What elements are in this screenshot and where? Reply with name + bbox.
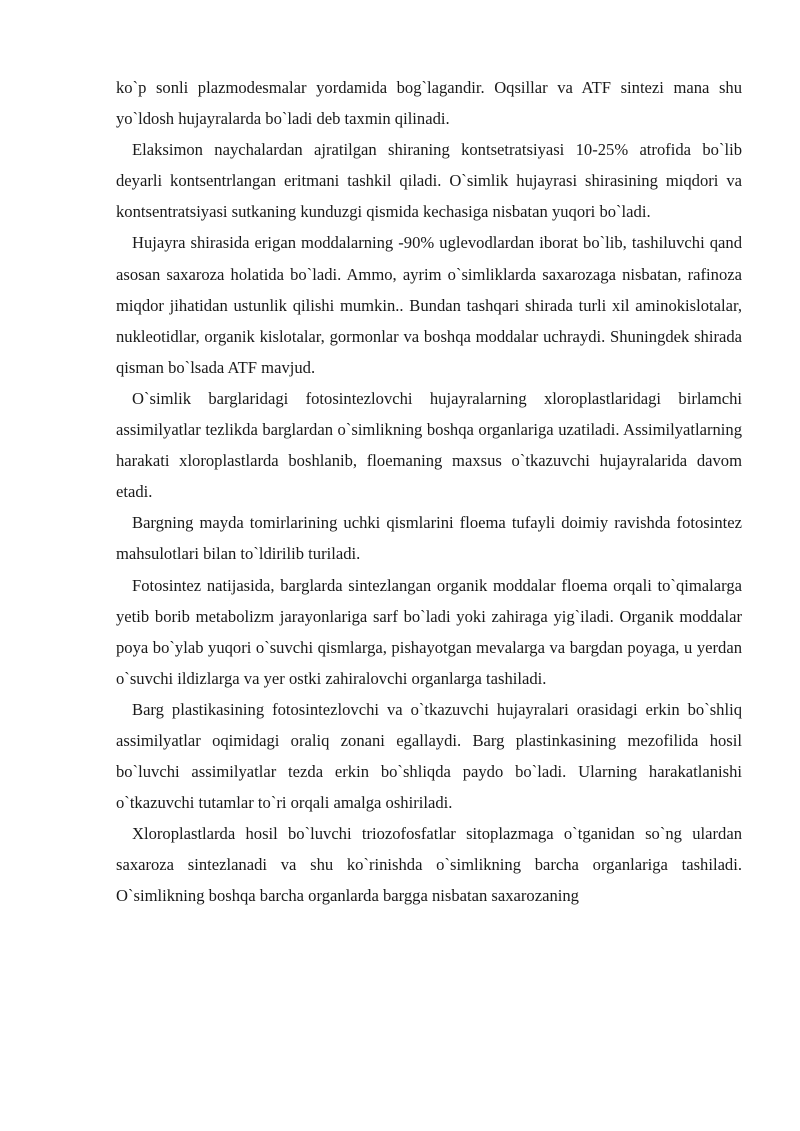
paragraph-leaf-free-space: Barg plastikasining fotosintezlovchi va o`tkazuvchi hujayralari orasidagi erkin bo`shliq assimilyatlar oqimidagi oraliq zonani egallaydi. Barg plastinkasining mezofilida hosil bo`luvchi assimilyatlar tezda erkin bo`shliqda paydo bo`ladi. Ularning harakatlanishi o`tkazuvchi tutamlar to`ri orqali amalga oshiriladi. [116, 699, 742, 813]
paragraph-triose-phosphates: Xloroplastlarda hosil bo`luvchi triozofosfatlar sitoplazmaga o`tganidan so`ng ulardan saxaroza sintezlanadi va shu ko`rinishda o`simlikning barcha organlariga tashiladi. O`simlikning boshqa barcha organlarda bargga nisbatan saxarozaning [116, 824, 742, 906]
paragraph-assimilate-transfer: O`simlik barglaridagi fotosintezlovchi hujayralarning xloroplastlaridagi birlamchi assimilyatlar tezlikda barglardan o`simlikning boshqa organlariga uzatiladi. Assimilyatlarning harakati xloroplastlarda boshlanib, floemaning maxsus o`tkazuvchi hujayralarida davom etadi. [116, 388, 742, 502]
paragraph-photosynthesis-products: Fotosintez natijasida, barglarda sintezlangan organik moddalar floema orqali to`qimalarga yetib borib metabolizm jarayonlariga sarf bo`ladi yoki zahiraga yig`iladi. Organik moddalar poya bo`ylab yuqori o`suvchi qismlarga, pishayotgan mevalarga va bargdan poyaga, u yerdan o`suvchi ildizlarga va yer ostki zahiralovchi organlarga tashiladi. [116, 575, 742, 688]
paragraph-sap-concentration: Elaksimon naychalardan ajratilgan shiraning kontsetratsiyasi 10-25% atrofida bo`lib deyarli kontsentrlangan eritmani tashkil qiladi. O`simlik hujayrasi shirasining miqdori va kontsentratsiyasi sutkaning kunduzgi qismida kechasiga nisbatan yuqori bo`ladi. [116, 140, 742, 222]
paragraph-leaf-veins: Bargning mayda tomirlarining uchki qismlarini floema tufayli doimiy ravishda fotosintez mahsulotlari bilan to`ldirilib turiladi. [116, 513, 742, 564]
paragraph-continuation: ko`p sonli plazmodesmalar yordamida bog`lagandir. Oqsillar va ATF sintezi mana shu yo`ldosh hujayralarda bo`ladi deb taxmin qilinadi. [116, 78, 742, 129]
document-page [116, 72, 742, 912]
paragraph-sap-composition: Hujayra shirasida erigan moddalarning -90% uglevodlardan iborat bo`lib, tashiluvchi qand asosan saxaroza holatida bo`ladi. Ammo, ayrim o`simliklarda saxarozaga nisbatan, rafinoza miqdor jihatidan ustunlik qilishi mumkin.. Bundan tashqari shirada turli xil aminokislotalar, nukleotidlar, organik kislotalar, gormonlar va boshqa moddalar uchraydi. Shuningdek shirada qisman bo`lsada ATF mavjud. [116, 233, 742, 377]
